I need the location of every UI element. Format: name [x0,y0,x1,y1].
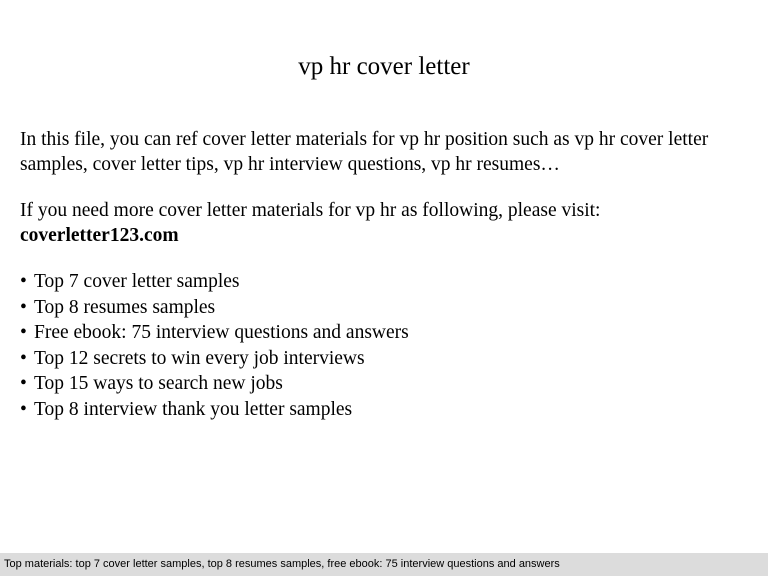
list-item-label: Free ebook: 75 interview questions and answers [34,322,409,344]
list-item-label: Top 8 interview thank you letter samples [34,398,353,420]
bullet-icon: • [20,347,27,369]
bullet-icon: • [20,373,27,395]
list-item-label: Top 15 ways to search new jobs [34,373,283,395]
bullet-icon: • [20,271,27,292]
list-item-label: Top 8 resumes samples [34,296,216,318]
visit-paragraph: If you need more cover letter materials for vp hr as following, please visit: [20,200,601,221]
list-item [20,295,409,321]
intro-paragraph: In this file, you can ref cover letter materials for vp hr position such as vp hr cover letter samples, cover letter tips, vp hr interview questions, vp hr resumes… [20,129,709,175]
list-item [20,269,409,295]
list-item-label: Top 7 cover letter samples [34,271,240,292]
list-item [20,397,409,423]
materials-list [20,269,409,423]
page-title: vp hr cover letter [298,53,470,80]
bullet-icon: • [20,296,27,318]
list-item [20,320,409,346]
list-item-label: Top 12 secrets to win every job interviews [34,347,365,369]
bullet-icon: • [20,398,27,420]
site-link[interactable]: coverletter123.com [20,225,179,246]
footer-bar: Top materials: top 7 cover letter samples, top 8 resumes samples, free ebook: 75 interview questions and answers [0,553,768,576]
list-item [20,371,409,397]
bullet-icon: • [20,322,27,344]
list-item [20,346,409,372]
